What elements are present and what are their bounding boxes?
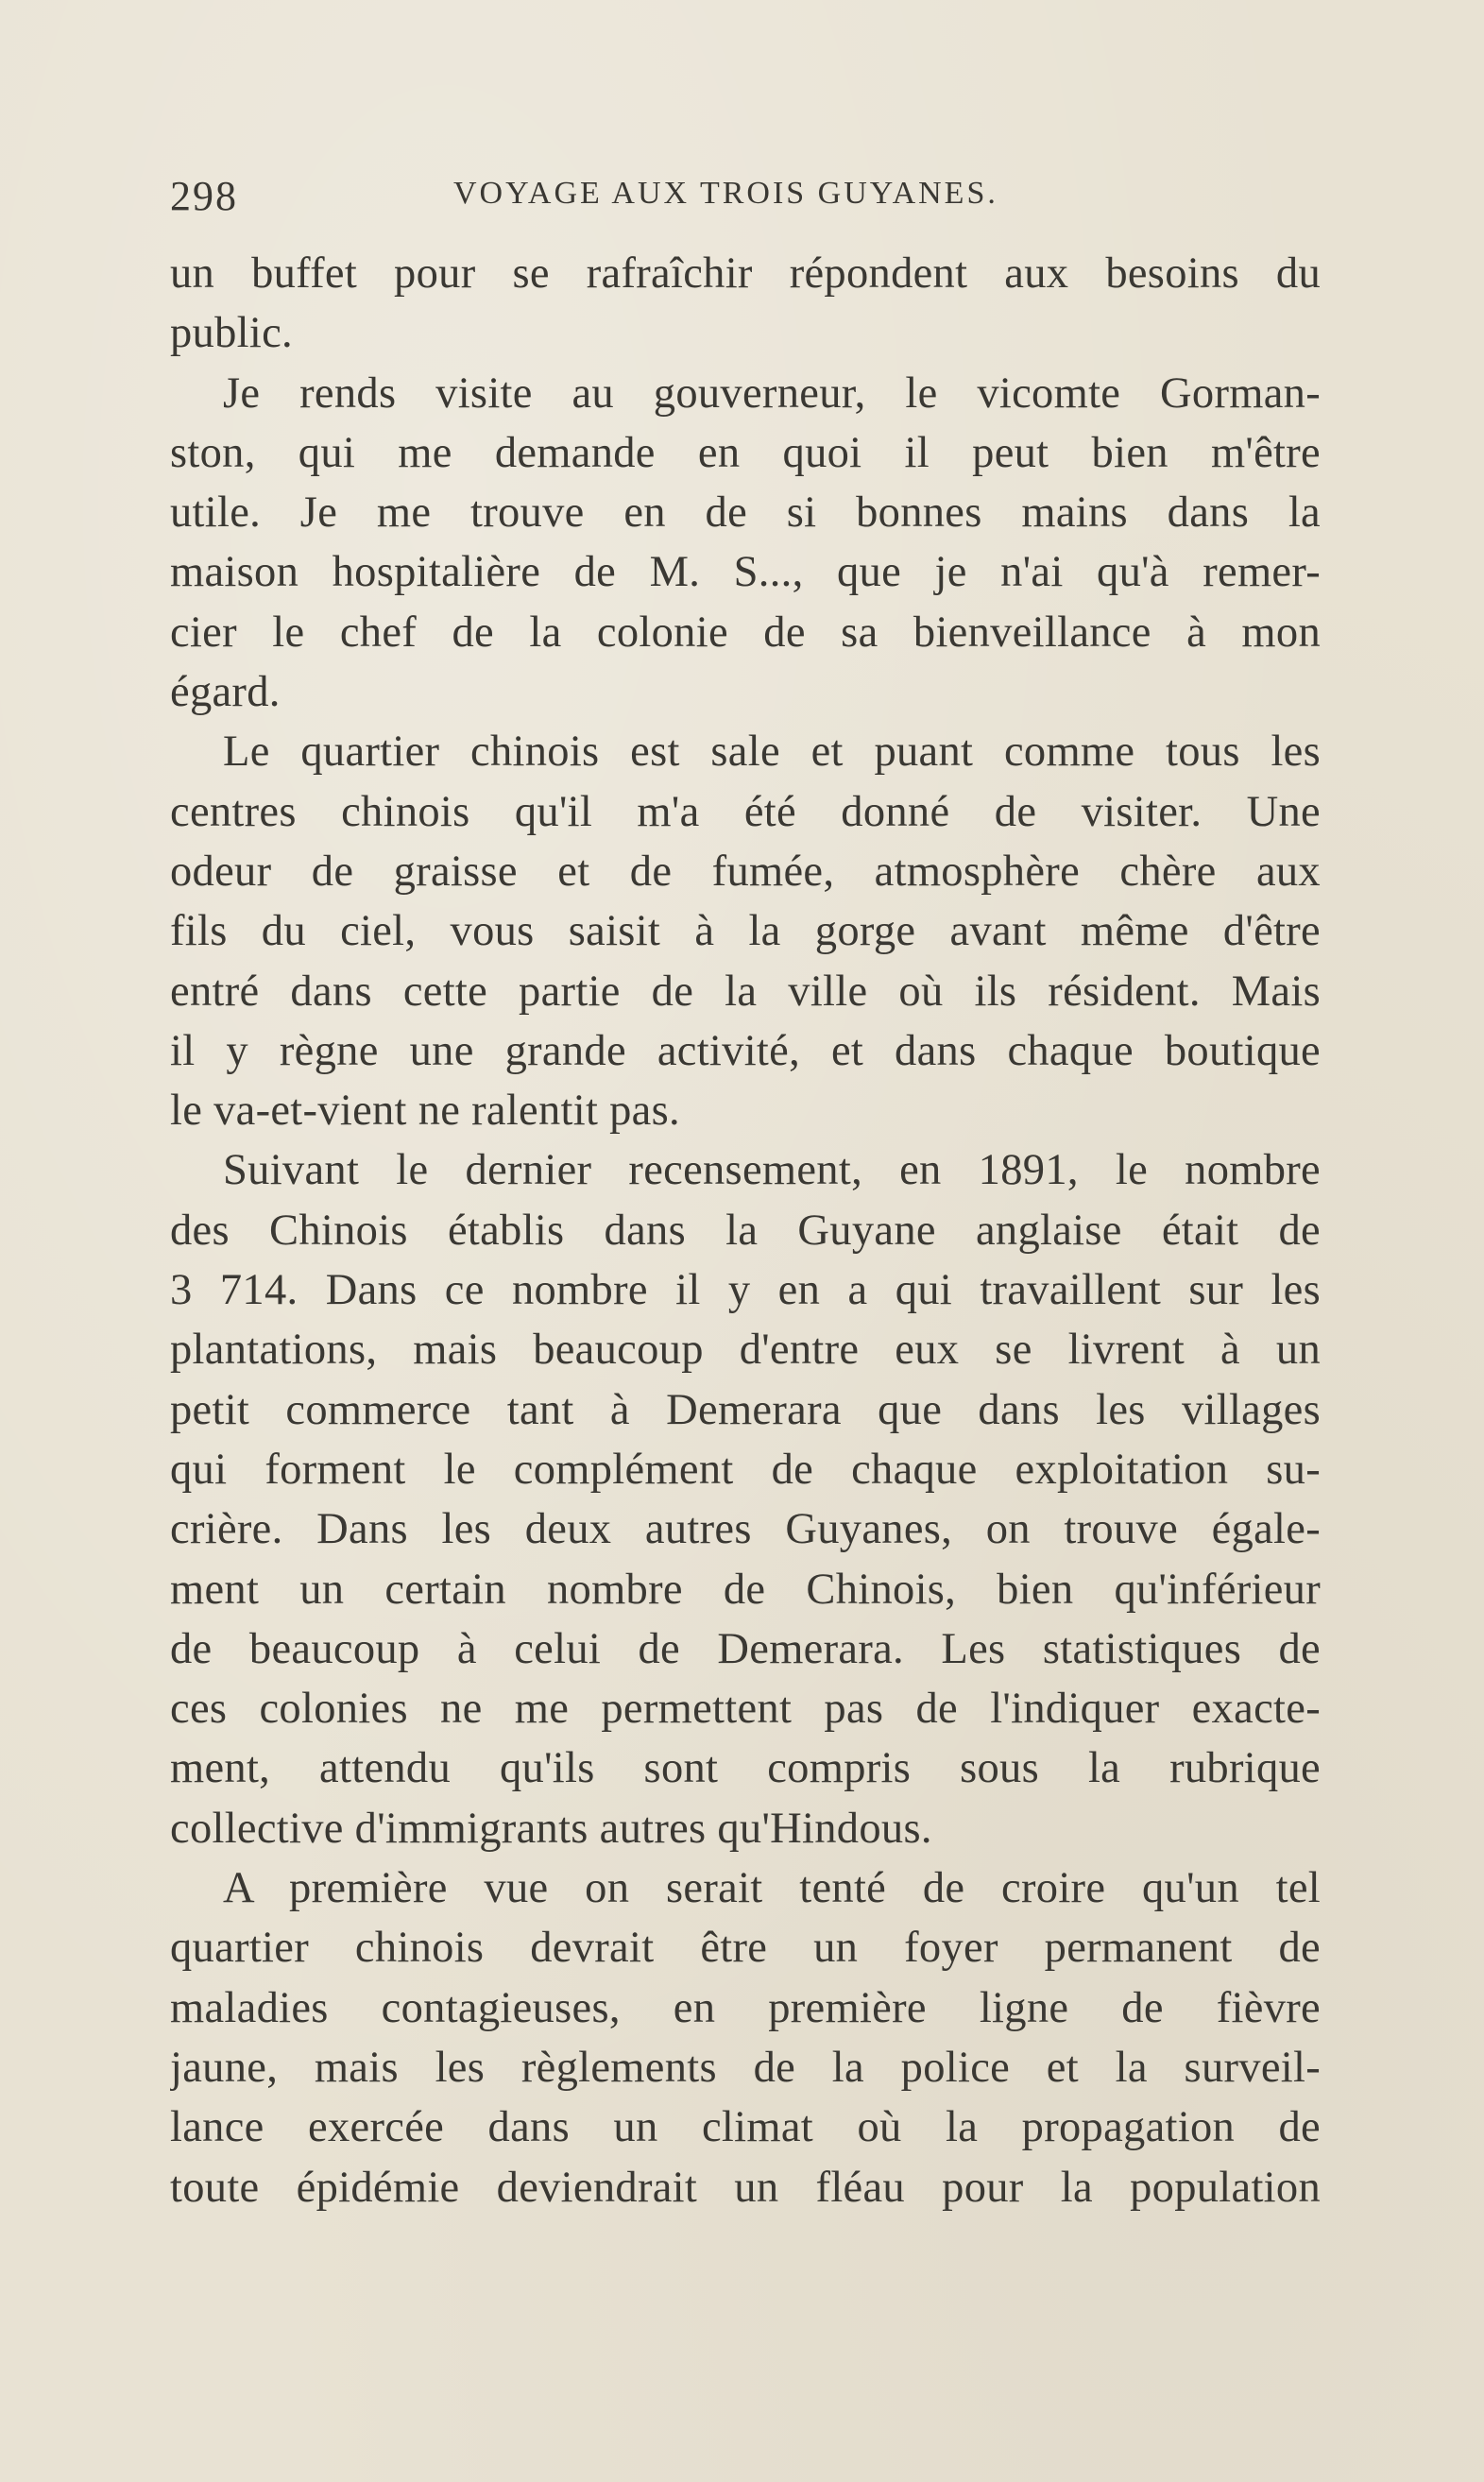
running-title: VOYAGE AUX TROIS GUYANES.	[453, 176, 998, 211]
page-number: 298	[170, 173, 238, 219]
paragraph-start-line: A première vue on serait tenté de croire qu'un tel	[223, 1864, 1321, 1913]
text-line: maladies contagieuses, en première ligne de fièvre	[170, 1983, 1321, 2032]
text-line: entré dans cette partie de la ville où ils résident. Mais	[170, 967, 1321, 1016]
running-head	[170, 172, 1321, 225]
text-line: fils du ciel, vous saisit à la gorge avant même d'être	[170, 907, 1321, 956]
text-line: collective d'immigrants autres qu'Hindous.	[170, 1804, 932, 1853]
text-line: lance exercée dans un climat où la propagation de	[170, 2103, 1321, 2152]
text-line: centres chinois qu'il m'a été donné de visiter. Une	[170, 787, 1321, 836]
text-line: cier le chef de la colonie de sa bienveillance à mon	[170, 608, 1321, 657]
text-line: quartier chinois devrait être un foyer permanent de	[170, 1924, 1321, 1973]
text-line: un buffet pour se rafraîchir répondent aux besoins du	[170, 249, 1321, 298]
text-line: ment, attendu qu'ils sont compris sous la rubrique	[170, 1744, 1321, 1793]
text-line: des Chinois établis dans la Guyane anglaise était de	[170, 1206, 1321, 1255]
text-line: il y règne une grande activité, et dans chaque boutique	[170, 1026, 1321, 1075]
text-line: toute épidémie deviendrait un fléau pour la population	[170, 2163, 1321, 2212]
text-line: plantations, mais beaucoup d'entre eux se livrent à un	[170, 1326, 1321, 1375]
text-line: qui forment le complément de chaque exploitation su-	[170, 1445, 1321, 1494]
body-text	[170, 244, 1321, 2217]
paragraph-start-line: Je rends visite au gouverneur, le vicomte Gorman-	[223, 368, 1321, 418]
text-line: crière. Dans les deux autres Guyanes, on trouve égale-	[170, 1505, 1321, 1554]
paragraph-start-line: Suivant le dernier recensement, en 1891, le nombre	[223, 1146, 1321, 1195]
text-line: égard.	[170, 668, 281, 717]
paragraph-start-line: Le quartier chinois est sale et puant comme tous les	[223, 727, 1321, 777]
text-line: ment un certain nombre de Chinois, bien qu'inférieur	[170, 1565, 1321, 1614]
text-line: jaune, mais les règlements de la police et la surveil-	[170, 2043, 1321, 2092]
text-line: ston, qui me demande en quoi il peut bien m'être	[170, 428, 1321, 477]
text-line: le va-et-vient ne ralentit pas.	[170, 1087, 680, 1136]
text-line: ces colonies ne me permettent pas de l'indiquer exacte-	[170, 1685, 1321, 1734]
text-line: public.	[170, 309, 293, 358]
text-line: odeur de graisse et de fumée, atmosphère chère aux	[170, 847, 1321, 896]
text-line: utile. Je me trouve en de si bonnes mains dans la	[170, 488, 1321, 538]
text-line: 3 714. Dans ce nombre il y en a qui travaillent sur les	[170, 1266, 1321, 1315]
text-line: maison hospitalière de M. S..., que je n'ai qu'à remer-	[170, 548, 1321, 597]
text-line: de beaucoup à celui de Demerara. Les statistiques de	[170, 1624, 1321, 1673]
text-line: petit commerce tant à Demerara que dans les villages	[170, 1385, 1321, 1434]
